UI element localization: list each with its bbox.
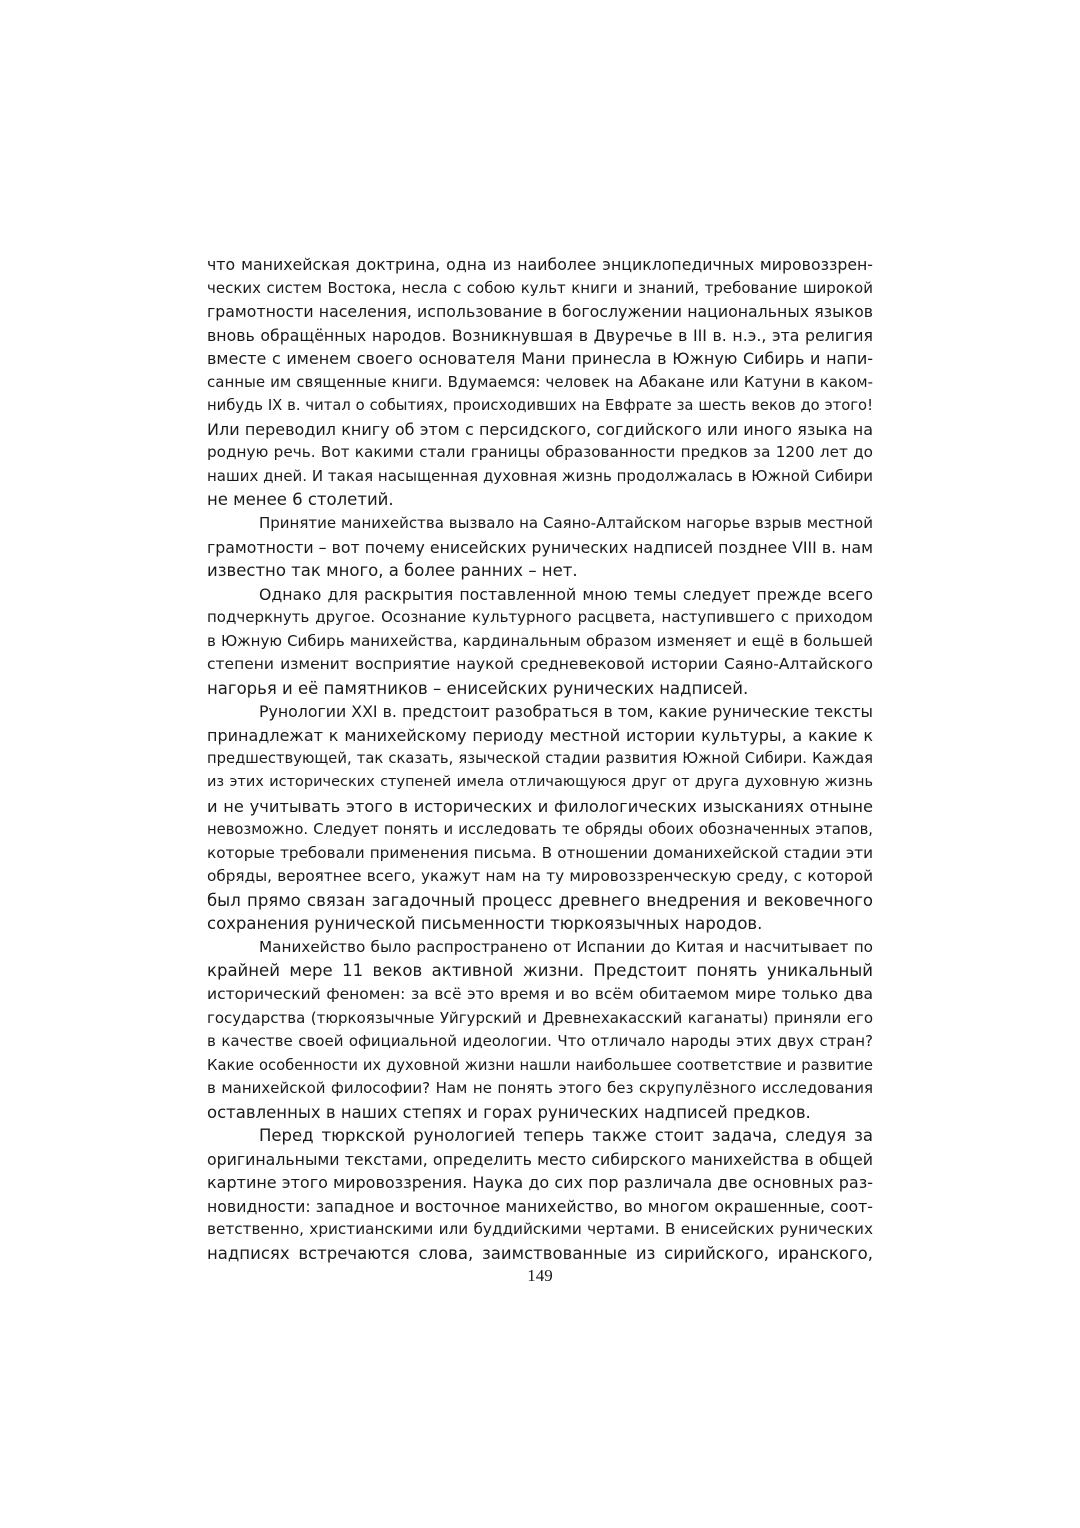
text-line: нибудь IX в. читал о событиях, происходивших на Евфрате за шесть веков до этого! [207,397,873,415]
text-line: Рунологии XXI в. предстоит разобраться в том, какие рунические тексты [259,702,873,722]
text-line: невозможно. Следует понять и исследовать те обряды обоих обозначенных этапов, [207,821,873,839]
text-line: новидности: западное и восточное манихейство, во многом окрашенные, соот- [207,1196,873,1216]
text-line: ческих систем Востока, несла с собою культ книги и знаний, требование широкой [207,278,873,297]
text-line: надписях встречаются слова, заимствованные из сирийского, иранского, [207,1243,873,1263]
text-line: предшествующей, так сказать, языческой стадии развития Южной Сибири. Каждая [207,750,873,768]
text-line: был прямо связан загадочный процесс древнего внедрения и вековечного [207,890,873,910]
page-number: 149 [527,1266,553,1285]
text-line: и не учитывать этого в исторических и филологических изысканиях отныне [207,796,873,816]
text-line: обряды, вероятнее всего, укажут нам на ту мировоззренческую среду, с которой [207,867,873,886]
text-line: картине этого мировоззрения. Наука до сих пор различала две основных раз- [207,1173,873,1193]
text-line: что манихейская доктрина, одна из наиболее энциклопедичных мировоззрен- [207,255,873,274]
text-line: государства (тюркоязычные Уйгурский и Древнехакасский каганаты) приняли его [207,1008,873,1027]
text-line: вновь обращённых народов. Возникнувшая в Двуречье в III в. н.э., эта религия [207,325,873,345]
text-line: исторический феномен: за всё это время и во всём обитаемом мире только два [207,984,873,1003]
text-line: в Южную Сибирь манихейства, кардинальным образом изменяет и ещё в большей [207,631,873,650]
text-line: наших дней. И такая насыщенная духовная жизнь продолжалась в Южной Сибири [207,466,873,485]
text-line: не менее 6 столетий. [207,490,394,510]
text-line: подчеркнуть другое. Осознание культурного расцвета, наступившего с приходом [207,608,873,627]
text-line: санные им священные книги. Вдумаемся: человек на Абакане или Катуни в каком- [207,372,873,391]
text-line: Или переводил книгу об этом с персидского, согдийского или иного языка на [207,419,873,439]
text-line: Манихейство было распространено от Испании до Китая и насчитывает по [259,937,873,956]
text-line: нагорья и её памятников – енисейских рунических надписей. [207,678,749,698]
text-line: оригинальными текстами, определить место сибирского манихейства в общей [207,1149,873,1169]
text-line: Однако для раскрытия поставленной мною темы следует прежде всего [259,584,873,604]
text-line: известно так много, а более ранних – нет. [207,561,578,581]
text-line: из этих исторических ступеней имела отличающуюся друг от друга духовную жизнь [207,774,873,791]
text-line: принадлежат к манихейскому периоду местной истории культуры, а какие к [207,725,873,745]
text-line: оставленных в наших степях и горах рунических надписей предков. [207,1102,811,1122]
text-line: Какие особенности их духовной жизни нашли наибольшее соответствие и развитие [207,1056,873,1074]
text-line: родную речь. Вот какими стали границы образованности предков за 1200 лет до [207,443,873,462]
text-line: вместе с именем своего основателя Мани принесла в Южную Сибирь и напи- [207,349,873,369]
body-text [207,253,873,1266]
text-line: Перед тюркской рунологией теперь также стоит задача, следуя за [259,1126,873,1146]
text-line: крайней мере 11 веков активной жизни. Предстоит понять уникальный [207,961,873,981]
text-line: грамотности населения, использование в богослужении национальных языков [207,302,873,322]
text-line: сохранения рунической письменности тюркоязычных народов. [207,914,763,934]
text-line: грамотности – вот почему енисейских рунических надписей позднее VIII в. нам [207,537,873,557]
text-line: которые требовали применения письма. В отношении доманихейской стадии эти [207,843,873,862]
text-line: Принятие манихейства вызвало на Саяно-Алтайском нагорье взрыв местной [259,514,873,533]
text-line: ветственно, христианскими или буддийскими чертами. В енисейских рунических [207,1220,873,1239]
text-line: степени изменит восприятие наукой средневековой истории Саяно-Алтайского [207,655,873,674]
text-line: в качестве своей официальной идеологии. Что отличало народы этих двух стран? [207,1032,873,1051]
text-line: в манихейской философии? Нам не понять этого без скрупулёзного исследования [207,1079,873,1098]
